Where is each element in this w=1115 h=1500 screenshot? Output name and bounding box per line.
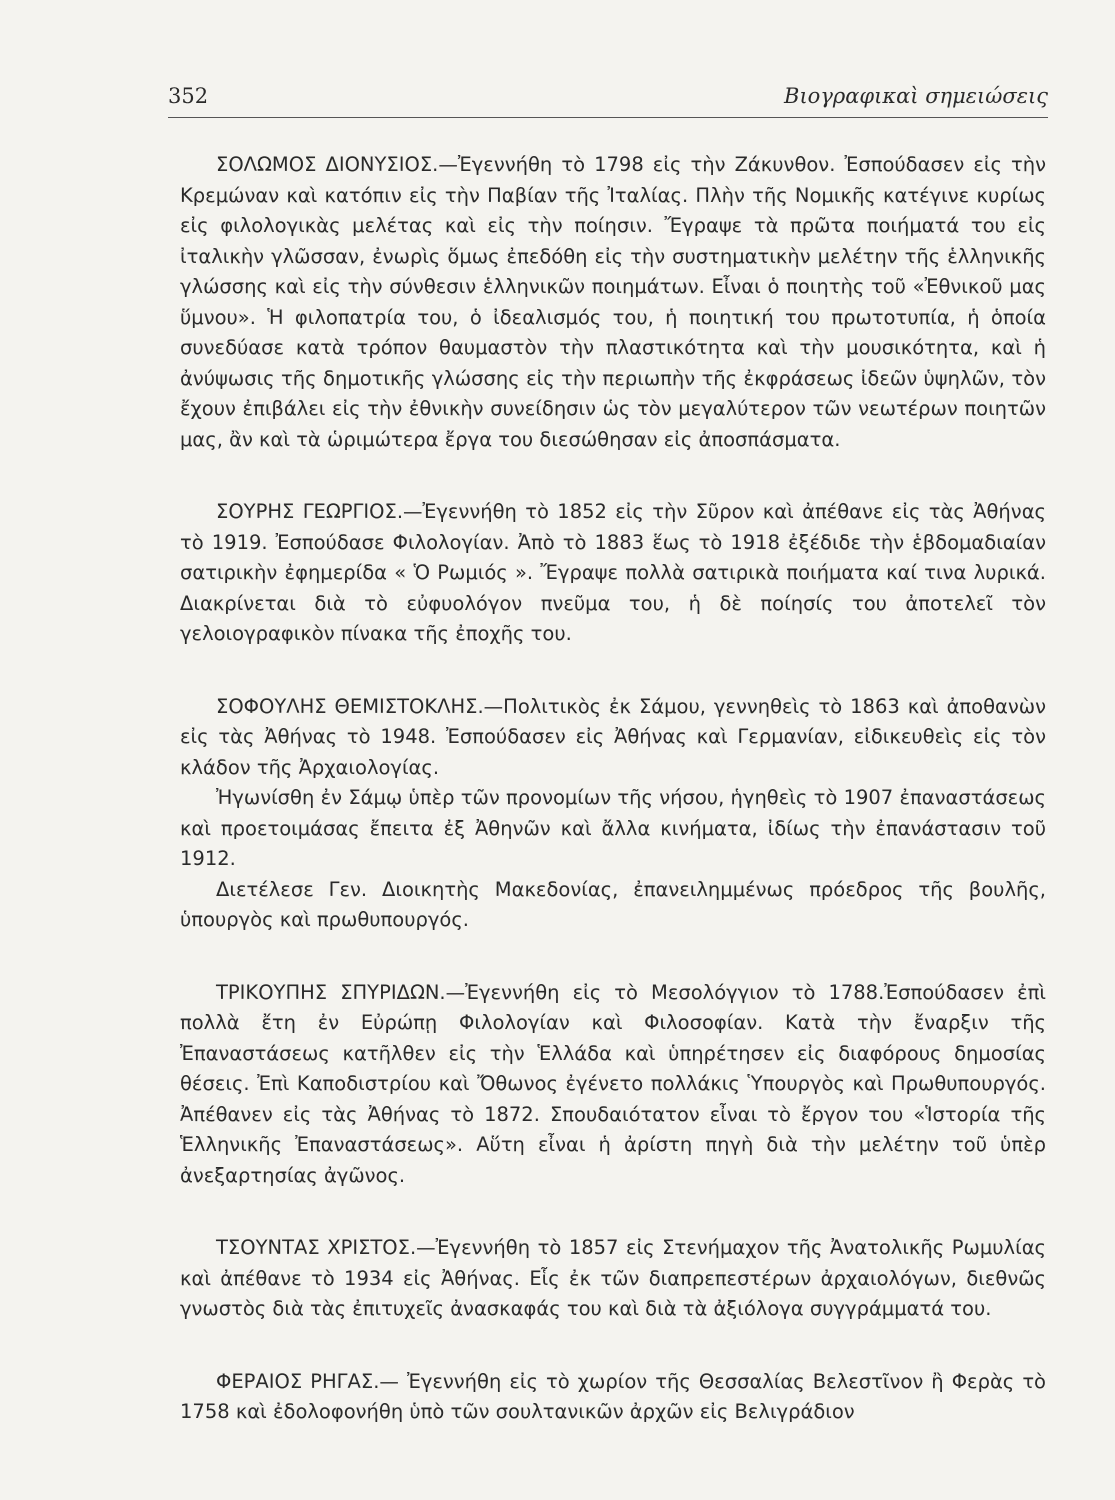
entry-solomos — [180, 150, 1046, 455]
entry-paragraph: ΣΟΛΩΜΟΣ ΔΙΟΝΥΣΙΟΣ.—Ἐγεννήθη τὸ 1798 εἰς τὴν Ζάκυνθον. Ἐσπούδασεν εἰς τὴν Κρεμώναν καὶ κατόπιν εἰς τὴν Παβίαν τῆς Ἰταλίας. Πλὴν τῆς Νομικῆς κατέγινε κυρίως εἰς φιλολογικὰς μελέτας καὶ εἰς τὴν ποίησιν. Ἔγραψε τὰ πρῶτα ποιήματά του εἰς ἰταλικὴν γλῶσσαν, ἐνωρὶς ὅμως ἐπεδόθη εἰς τὴν συστηματικὴν μελέτην τῆς ἑλληνικῆς γλώσσης καὶ εἰς τὴν σύνθεσιν ἑλληνικῶν ποιημάτων. Εἶναι ὁ ποιητὴς τοῦ «Ἐθνικοῦ μας ὕμνου». Ἡ φιλοπατρία του, ὁ ἰδεαλισμός του, ἡ ποιητική του πρωτοτυπία, ἡ ὁποία συνεδύασε κατὰ τρόπον θαυμαστὸν τὴν πλαστικότητα καὶ τὴν μουσικότητα, καὶ ἡ ἀνύψωσις τῆς δημοτικῆς γλώσσης εἰς τὴν περιωπὴν τῆς ἐκφράσεως ἰδεῶν ὑψηλῶν, τὸν ἔχουν ἐπιβάλει εἰς τὴν ἐθνικὴν συνείδησιν ὡς τὸν μεγαλύτερον τῶν νεωτέρων ποιητῶν μας, ἂν καὶ τὰ ὡριμώτερα ἔργα του διεσώθησαν εἰς ἀποσπάσματα. — [180, 153, 1046, 451]
entry-paragraph: ΣΟΥΡΗΣ ΓΕΩΡΓΙΟΣ.—Ἐγεννήθη τὸ 1852 εἰς τὴν Σῦρον καὶ ἀπέθανε εἰς τὰς Ἀθήνας τὸ 1919. Ἐσπούδασε Φιλολογίαν. Ἀπὸ τὸ 1883 ἕως τὸ 1918 ἐξέδιδε τὴν ἑβδομαδιαίαν σατιρικὴν ἐφημερίδα « Ὁ Ρωμιός ». Ἔγραψε πολλὰ σατιρικὰ ποιήματα καί τινα λυρικά. Διακρίνεται διὰ τὸ εὐφυολόγον πνεῦμα του, ἡ δὲ ποίησίς του ἀποτελεῖ τὸν γελοιογραφικὸν πίνακα τῆς ἐποχῆς του. — [180, 500, 1046, 645]
entry-tsountas — [180, 1233, 1046, 1325]
entry-souris — [180, 497, 1046, 650]
entry-paragraph: ΦΕΡΑΙΟΣ ΡΗΓΑΣ.— Ἐγεννήθη εἰς τὸ χωρίον τῆς Θεσσαλίας Βελεστῖνον ἢ Φερὰς τὸ 1758 καὶ ἐδολοφονήθη ὑπὸ τῶν σουλτανικῶν ἀρχῶν εἰς Βελιγράδιον — [180, 1369, 1046, 1423]
entry-sofoulis — [180, 692, 1046, 936]
entry-paragraph: ΤΡΙΚΟΥΠΗΣ ΣΠΥΡΙΔΩΝ.—Ἐγεννήθη εἰς τὸ Μεσολόγγιον τὸ 1788.Ἐσπούδασεν ἐπὶ πολλὰ ἔτη ἐν Εὐρώπῃ Φιλολογίαν καὶ Φιλοσοφίαν. Κατὰ τὴν ἔναρξιν τῆς Ἐπαναστάσεως κατῆλθεν εἰς τὴν Ἑλλάδα καὶ ὑπηρέτησεν εἰς διαφόρους δημοσίας θέσεις. Ἐπὶ Καποδιστρίου καὶ Ὄθωνος ἐγένετο πολλάκις Ὑπουργὸς καὶ Πρωθυπουργός. Ἀπέθανεν εἰς τὰς Ἀθήνας τὸ 1872. Σπουδαιότατον εἶναι τὸ ἔργον του «Ἱστορία τῆς Ἑλληνικῆς Ἐπαναστάσεως». Αὕτη εἶναι ἡ ἀρίστη πηγὴ διὰ τὴν μελέτην τοῦ ὑπὲρ ἀνεξαρτησίας ἀγῶνος. — [180, 980, 1046, 1187]
page-header — [168, 84, 1048, 118]
entry-feraios — [180, 1367, 1046, 1428]
running-title: Βιογραφικαὶ σημειώσεις — [784, 84, 1048, 108]
entry-paragraph: ΣΟΦΟΥΛΗΣ ΘΕΜΙΣΤΟΚΛΗΣ.—Πολιτικὸς ἐκ Σάμου, γεννηθεὶς τὸ 1863 καὶ ἀποθανὼν εἰς τὰς Ἀθήνας τὸ 1948. Ἐσπούδασεν εἰς Ἀθήνας καὶ Γερμανίαν, εἰδικευθεὶς εἰς τὸν κλάδον τῆς Ἀρχαιολογίας. — [180, 694, 1046, 779]
entry-paragraph: Ἠγωνίσθη ἐν Σάμῳ ὑπὲρ τῶν προνομίων τῆς νήσου, ἡγηθεὶς τὸ 1907 ἐπαναστάσεως καὶ προετοιμάσας ἔπειτα ἐξ Ἀθηνῶν καὶ ἄλλα κινήματα, ἰδίως τὴν ἐπανάστασιν τοῦ 1912. — [180, 786, 1046, 870]
header-rule — [168, 117, 1048, 118]
page-number: 352 — [168, 84, 209, 108]
entry-trikoupis — [180, 978, 1046, 1192]
biographical-notes — [180, 150, 1046, 1470]
entry-paragraph: Διετέλεσε Γεν. Διοικητὴς Μακεδονίας, ἐπανειλημμένως πρόεδρος τῆς βουλῆς, ὑπουργὸς καὶ πρωθυπουργός. — [180, 877, 1046, 931]
entry-paragraph: ΤΣΟΥΝΤΑΣ ΧΡΙΣΤΟΣ.—Ἐγεννήθη τὸ 1857 εἰς Στενήμαχον τῆς Ἀνατολικῆς Ρωμυλίας καὶ ἀπέθανε τὸ 1934 εἰς Ἀθήνας. Εἷς ἐκ τῶν διαπρεπεστέρων ἀρχαιολόγων, διεθνῶς γνωστὸς διὰ τὰς ἐπιτυχεῖς ἀνασκαφάς του καὶ διὰ τὰ ἀξιόλογα συγγράμματά του. — [180, 1236, 1046, 1320]
